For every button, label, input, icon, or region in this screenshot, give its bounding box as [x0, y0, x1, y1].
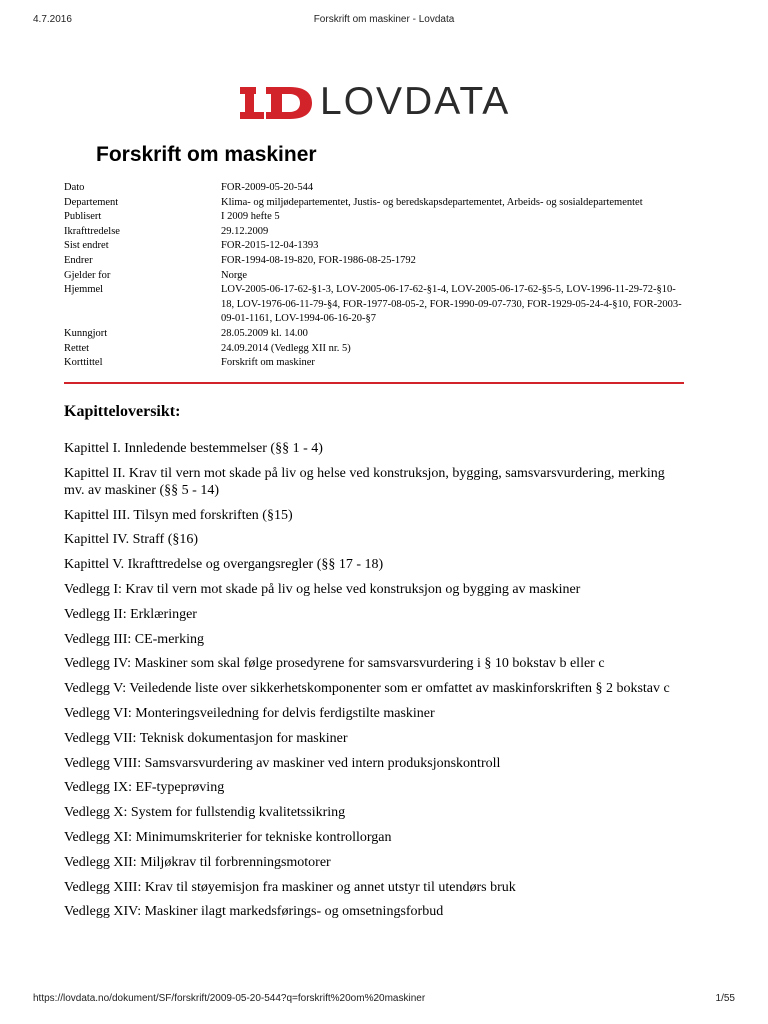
- metadata-row: [64, 210, 684, 225]
- metadata-row: [64, 327, 684, 342]
- print-header: [0, 14, 768, 30]
- toc-link-vedlegg-9[interactable]: Vedlegg IX: EF-typeprøving: [64, 780, 225, 796]
- metadata-value: 28.05.2009 kl. 14.00: [221, 327, 308, 339]
- metadata-value: Forskrift om maskiner: [221, 357, 315, 369]
- toc-link-kapittel-3[interactable]: Kapittel III. Tilsyn med forskriften (§15): [64, 507, 293, 523]
- toc-heading: Kapitteloversikt:: [64, 403, 181, 420]
- toc-link-vedlegg-14[interactable]: Vedlegg XIV: Maskiner ilagt markedsførings- og omsetningsforbud: [64, 904, 444, 920]
- toc-link-vedlegg-10[interactable]: Vedlegg X: System for fullstendig kvalitetssikring: [64, 805, 346, 821]
- section-divider: [64, 382, 684, 384]
- metadata-value: FOR-2009-05-20-544: [221, 182, 314, 193]
- toc-link-vedlegg-7[interactable]: Vedlegg VII: Teknisk dokumentasjon for maskiner: [64, 730, 348, 746]
- metadata-value[interactable]: Klima- og miljødepartementet, Justis- og beredskapsdepartementet, Arbeids- og sosialdepartementet: [221, 196, 643, 208]
- metadata-value: 24.09.2014 (Vedlegg XII nr. 5): [221, 342, 351, 354]
- metadata-value[interactable]: FOR-1994-08-19-820, FOR-1986-08-25-1792: [221, 254, 416, 266]
- toc-link-vedlegg-8[interactable]: Vedlegg VIII: Samsvarsvurdering av maskiner ved intern produksjonskontroll: [64, 755, 501, 771]
- metadata-key: Dato: [64, 182, 85, 193]
- print-date: 4.7.2016: [33, 14, 72, 25]
- lovdata-mark-icon: [238, 86, 314, 120]
- metadata-row: [64, 283, 684, 327]
- metadata-key: Ikrafttredelse: [64, 225, 120, 237]
- metadata-value: I 2009 hefte 5: [221, 211, 280, 223]
- metadata-value: Norge: [221, 269, 248, 281]
- metadata-key: Endrer: [64, 254, 93, 266]
- metadata-key: Rettet: [64, 342, 90, 354]
- toc-link-vedlegg-12[interactable]: Vedlegg XII: Miljøkrav til forbrenningsmotorer: [64, 854, 331, 870]
- toc-link-kapittel-2[interactable]: Kapittel II. Krav til vern mot skade på liv og helse ved konstruksjon, bygging, samsvarsvurdering, merking mv. av maskiner (§§ 5 - 14): [64, 465, 665, 498]
- metadata-value[interactable]: FOR-2015-12-04-1393: [221, 240, 319, 252]
- metadata-key: Sist endret: [64, 240, 109, 252]
- metadata-key: Publisert: [64, 211, 102, 223]
- toc-link-kapittel-5[interactable]: Kapittel V. Ikrafttredelse og overgangsregler (§§ 17 - 18): [64, 557, 384, 573]
- toc-link-vedlegg-13[interactable]: Vedlegg XIII: Krav til støyemisjon fra maskiner og annet utstyr til utendørs bruk: [64, 879, 516, 895]
- logo-wordmark: LOVDATA: [320, 80, 511, 123]
- metadata-row: [64, 225, 684, 240]
- metadata-row: [64, 239, 684, 254]
- lovdata-logo[interactable]: [238, 82, 538, 122]
- toc-link-vedlegg-5[interactable]: Vedlegg V: Veiledende liste over sikkerhetskomponenter som er omfattet av maskinforskriften § 2 bokstav c: [64, 681, 670, 697]
- metadata-key: Hjemmel: [64, 284, 104, 296]
- print-page-title: Forskrift om maskiner - Lovdata: [313, 14, 455, 25]
- chapter-list: [64, 440, 674, 928]
- toc-link-vedlegg-2[interactable]: Vedlegg II: Erklæringer: [64, 606, 197, 622]
- metadata-table: [64, 181, 684, 371]
- metadata-key: Korttittel: [64, 357, 103, 369]
- page-number: 1/55: [715, 993, 735, 1004]
- metadata-key: Departement: [64, 196, 119, 208]
- metadata-row: [64, 356, 684, 371]
- metadata-row: [64, 181, 684, 196]
- metadata-value[interactable]: LOV-2005-06-17-62-§1-3, LOV-2005-06-17-62-§1-4, LOV-2005-06-17-62-§5-5, LOV-1996-11-29-72-§10-18, LOV-1976-06-11-79-§4, FOR-1977-08-05-2, FOR-1990-09-07-730, FOR-1929-05-24-4-§10, FOR-2003-09-01-1161, LOV-1994-06-16-20-§7: [221, 284, 682, 325]
- toc-link-kapittel-1[interactable]: Kapittel I. Innledende bestemmelser (§§ 1 - 4): [64, 441, 323, 456]
- metadata-key: Gjelder for: [64, 269, 111, 281]
- print-footer: [0, 993, 768, 1009]
- toc-link-vedlegg-4[interactable]: Vedlegg IV: Maskiner som skal følge prosedyrene for samsvarsvurdering i § 10 bokstav b eller c: [64, 656, 605, 672]
- metadata-row: [64, 342, 684, 357]
- metadata-row: [64, 196, 684, 211]
- toc-link-vedlegg-1[interactable]: Vedlegg I: Krav til vern mot skade på liv og helse ved konstruksjon og bygging av maskiner: [64, 581, 581, 597]
- metadata-value: 29.12.2009: [221, 225, 269, 237]
- metadata-row: [64, 269, 684, 284]
- toc-link-vedlegg-11[interactable]: Vedlegg XI: Minimumskriterier for tekniske kontrollorgan: [64, 829, 392, 845]
- metadata-key: Kunngjort: [64, 327, 108, 339]
- toc-link-kapittel-4[interactable]: Kapittel IV. Straff (§16): [64, 532, 199, 548]
- metadata-row: [64, 254, 684, 269]
- document-title: Forskrift om maskiner: [96, 143, 317, 166]
- toc-link-vedlegg-3[interactable]: Vedlegg III: CE-merking: [64, 631, 204, 647]
- toc-link-vedlegg-6[interactable]: Vedlegg VI: Monteringsveiledning for delvis ferdigstilte maskiner: [64, 705, 435, 721]
- print-url: https://lovdata.no/dokument/SF/forskrift/2009-05-20-544?q=forskrift%20om%20maskiner: [33, 993, 426, 1004]
